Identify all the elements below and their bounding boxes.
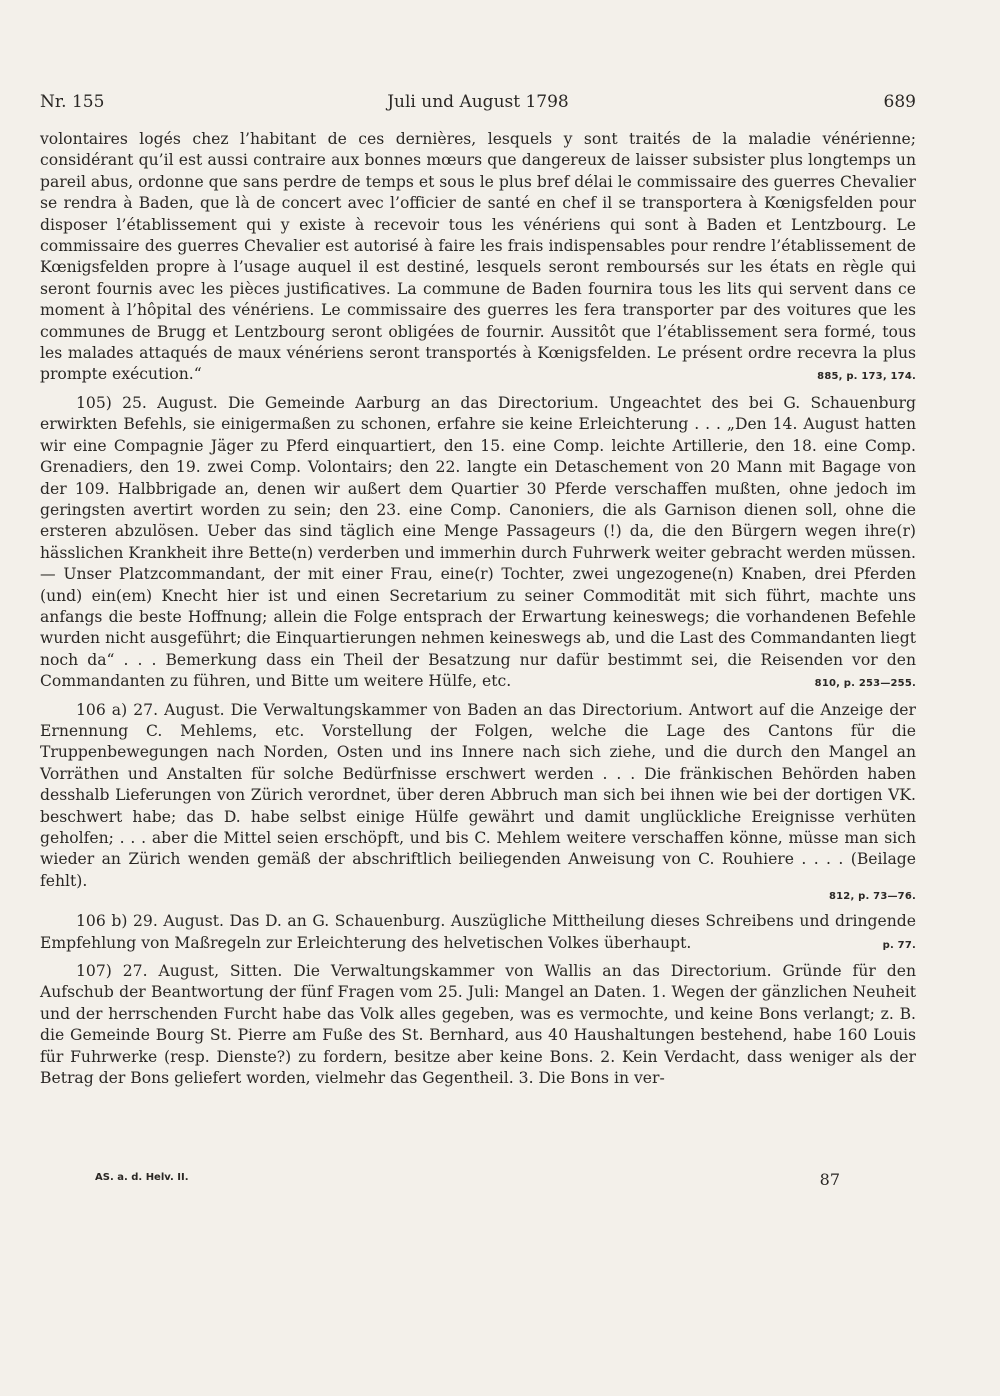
series-abbreviation: AS. a. d. Helv. II. bbox=[95, 1172, 189, 1183]
entry-106a bbox=[40, 700, 916, 893]
page-footer bbox=[95, 1170, 840, 1192]
entry-106b bbox=[40, 911, 916, 954]
entry-107 bbox=[40, 961, 916, 1089]
document-number: Nr. 155 bbox=[40, 92, 105, 112]
archive-reference: 812, p. 73—76. bbox=[828, 891, 916, 903]
archive-reference: 810, p. 253—255. bbox=[814, 678, 916, 690]
running-header bbox=[40, 92, 916, 116]
signature-mark: 87 bbox=[819, 1170, 840, 1189]
body-text bbox=[40, 129, 916, 1089]
paragraph-text: 107) 27. August, Sitten. Die Verwaltungskammer von Wallis an das Directorium. Gründe für den Aufschub der Beantwortung der fünf Fragen vom 25. Juli: Mangel an Daten. 1. Wegen der gänzlichen Neuheit und der herrschenden Furcht habe das Volk alles gegeben, was es vermochte, und keine Bons verlangt; z. B. die Gemeinde Bourg St. Pierre am Fuße des St. Bernhard, aus 40 Haushaltungen bestehend, habe 160 Louis für Fuhrwerke (resp. Dienste?) zu fordern, besitze aber keine Bons. 2. Kein Verdacht, dass weniger als der Betrag der Bons geliefert worden, vielmehr das Gegentheil. 3. Die Bons in ver- bbox=[40, 962, 916, 1088]
paragraph-continuation bbox=[40, 129, 916, 386]
archive-reference: 885, p. 173, 174. bbox=[817, 371, 916, 383]
page-number: 689 bbox=[883, 92, 916, 112]
paragraph-text: 106 a) 27. August. Die Verwaltungskammer von Baden an das Directorium. Antwort auf die Anzeige der Ernennung C. Mehlems, etc. Vorstellung der Folgen, welche die Lage des Cantons für die Truppenbewegungen nach Norden, Osten und ins Innere nach sich ziehe, und die durch den Mangel an Vorräthen und Anstalten für solche Bedürfnisse erschwert werden . . . Die fränkischen Behörden haben desshalb Lieferungen von Zürich verordnet, über deren Abbruch man sich bei ihnen wie bei der dortigen VK. beschwert habe; das D. habe selbst einige Hülfe gewährt und damit unglückliche Ereignisse verhüten geholfen; . . . aber die Mittel seien erschöpft, und bis C. Mehlem weitere verschaffen könne, müsse man sich wieder an Zürich wenden gemäß der abschriftlich beiliegenden Anweisung von C. Rouhiere . . . . (Beilage fehlt). bbox=[40, 700, 916, 890]
page-title: Juli und August 1798 bbox=[387, 92, 569, 112]
archive-reference: p. 77. bbox=[882, 939, 916, 951]
paragraph-text: 106 b) 29. August. Das D. an G. Schauenburg. Auszügliche Mittheilung dieses Schreibens und dringende Empfehlung von Maßregeln zur Erleichterung des helvetischen Volkes überhaupt. bbox=[40, 912, 916, 952]
entry-105 bbox=[40, 393, 916, 693]
paragraph-text: volontaires logés chez l’habitant de ces dernières, lesquels y sont traités de la maladie vénérienne; considérant qu’il est aussi contraire aux bonnes mœurs que dangereux de laisser subsister plus longtemps un pareil abus, ordonne que sans perdre de temps et sous le plus bref délai le commissaire des guerres Chevalier se rendra à Baden, que là de concert avec l’officier de santé en chef il se transportera à Kœnigsfelden pour disposer l’établissement qui y existe à recevoir tous les vénériens qui sont à Baden et Lentzbourg. Le commissaire des guerres Chevalier est autorisé à faire les frais indispensables pour rendre l’établissement de Kœnigsfelden propre à l’usage auquel il est destiné, lesquels seront remboursés sur les états en règle qui seront fournis avec les pièces justificatives. La commune de Baden fournira tous les lits qui servent dans ce moment à l’hôpital des vénériens. Le commissaire des guerres les fera transporter par des voitures que les communes de Brugg et Lentzbourg seront obligées de fournir. Aussitôt que l’établissement sera formé, tous les malades attaqués de maux vénériens seront transportés à Kœnigsfelden. Le présent ordre recevra la plus prompte exécution.“ bbox=[40, 130, 916, 384]
paragraph-text: 105) 25. August. Die Gemeinde Aarburg an das Directorium. Ungeachtet des bei G. Schauenburg erwirkten Befehls, sie einigermaßen zu schonen, erfahre sie keine Erleichterung . . . „Den 14. August hatten wir eine Compagnie Jäger zu Pferd einquartiert, den 15. eine Comp. leichte Artillerie, den 18. eine Comp. Grenadiers, den 19. zwei Comp. Volontairs; den 22. langte ein Detaschement von 20 Mann mit Bagage von der 109. Halbbrigade an, denen wir außert dem Quartier 30 Pferde verschaffen mußten, ohne jedoch im geringsten avertirt worden zu sein; den 23. eine Comp. Canoniers, die als Garnison dienen soll, ohne die ersteren abzulösen. Ueber das sind täglich eine Menge Passageurs (!) da, die den Bürgern wegen ihre(r) hässlichen Krankheit ihre Bette(n) verderben und immerhin durch Fuhrwerk weiter gebracht werden müssen. — Unser Platzcommandant, der mit einer Frau, eine(r) Tochter, zwei ungezogene(n) Knaben, drei Pferden (und) ein(em) Knecht hier ist und einen Secretarium zu seiner Commodität mit sich führt, machte uns anfangs die beste Hoffnung; allein die Folge entsprach der Erwartung keineswegs; die vorhandenen Befehle wurden nicht ausgeführt; die Einquartierungen nehmen keineswegs ab, und die Last des Commandanten liegt noch da“ . . . Bemerkung dass ein Theil der Besatzung nur dafür bestimmt sei, die Reisenden vor den Commandanten zu führen, und Bitte um weitere Hülfe, etc. bbox=[40, 393, 916, 691]
